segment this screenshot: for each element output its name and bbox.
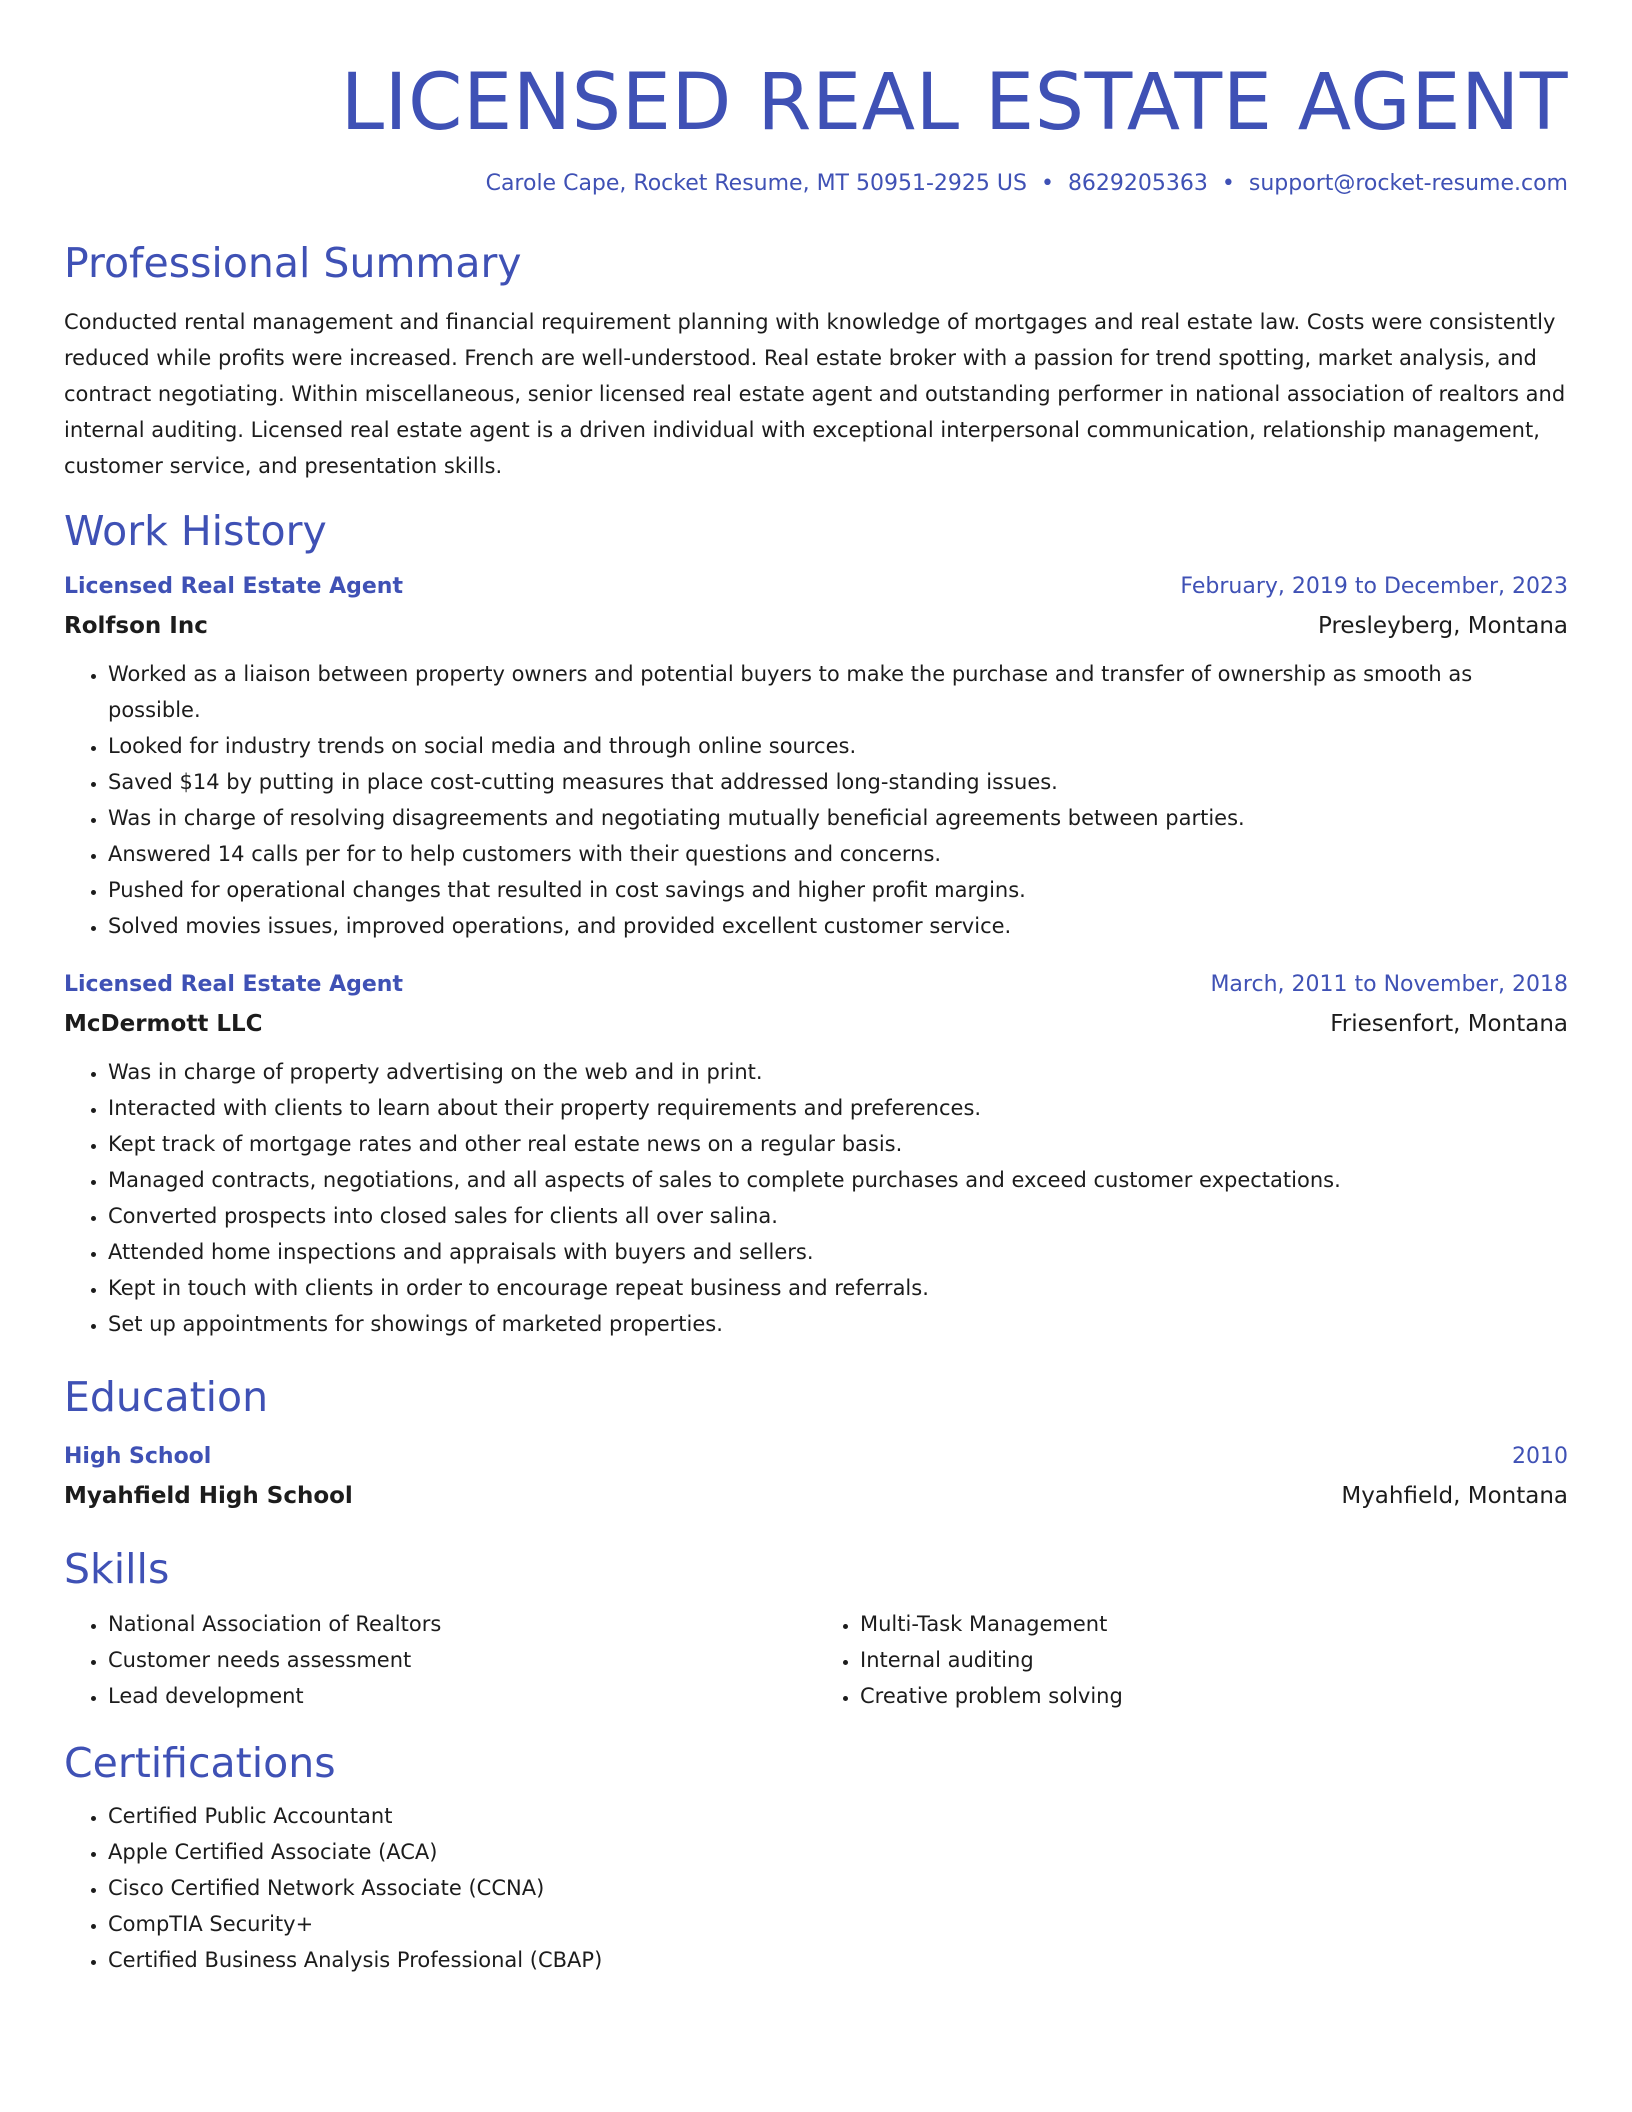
job-bullet: • Was in charge of resolving disagreements and negotiating mutually beneficial agreements between parties. [108, 800, 1568, 836]
job-bullet-list [64, 1054, 1568, 1342]
job-dates: February, 2019 to December, 2023 [1180, 574, 1568, 599]
skills-heading: Skills [64, 1545, 170, 1593]
work-history-section [64, 506, 1568, 1342]
contact-line [64, 168, 1568, 200]
job-entry [64, 966, 1568, 1342]
job-title: Licensed Real Estate Agent [64, 972, 403, 997]
job-bullet: • Converted prospects into closed sales for clients all over salina. [108, 1198, 1568, 1234]
summary-heading: Professional Summary [64, 239, 522, 287]
resume-title: LICENSED REAL ESTATE AGENT [340, 58, 1568, 148]
job-bullet: • Saved $14 by putting in place cost-cutting measures that addressed long-standing issues. [108, 764, 1568, 800]
education-school-row [64, 1476, 1568, 1516]
job-dates: March, 2011 to November, 2018 [1210, 972, 1568, 997]
education-school: Myahfield High School [64, 1483, 353, 1509]
contact-phone: 8629205363 [1067, 171, 1208, 196]
job-location: Friesenfort, Montana [1330, 1011, 1568, 1037]
job-location: Presleyberg, Montana [1317, 613, 1568, 639]
job-company-row [64, 606, 1568, 646]
work-history-heading: Work History [64, 507, 327, 555]
professional-summary-section [64, 238, 1568, 484]
job-bullet: • Set up appointments for showings of marketed properties. [108, 1306, 1568, 1342]
skill-item: • Multi-Task Management [860, 1606, 1568, 1642]
education-header-row [64, 1438, 1568, 1476]
skills-grid [64, 1606, 1568, 1714]
contact-email: support@rocket-resume.com [1248, 171, 1568, 196]
education-entry [64, 1438, 1568, 1516]
skills-list-right [816, 1606, 1568, 1714]
job-bullet: • Looked for industry trends on social media and through online sources. [108, 728, 1568, 764]
skills-list-left [64, 1606, 816, 1714]
job-entry [64, 568, 1568, 944]
education-year: 2010 [1512, 1444, 1568, 1469]
job-bullet: • Kept in touch with clients in order to encourage repeat business and referrals. [108, 1270, 1568, 1306]
job-header-row [64, 568, 1568, 606]
job-bullet: • Pushed for operational changes that resulted in cost savings and higher profit margins. [108, 872, 1568, 908]
job-bullet: • Worked as a liaison between property owners and potential buyers to make the purchase and transfer of ownership as smooth as possible. [108, 656, 1568, 728]
job-bullet: • Was in charge of property advertising on the web and in print. [108, 1054, 1568, 1090]
certification-item: • Apple Certified Associate (ACA) [108, 1834, 1568, 1870]
education-location: Myahfield, Montana [1341, 1483, 1568, 1509]
education-degree: High School [64, 1444, 212, 1469]
job-title: Licensed Real Estate Agent [64, 574, 403, 599]
job-bullet: • Solved movies issues, improved operations, and provided excellent customer service. [108, 908, 1568, 944]
job-bullet: • Kept track of mortgage rates and other real estate news on a regular basis. [108, 1126, 1568, 1162]
education-heading: Education [64, 1373, 269, 1421]
job-bullet-list [64, 656, 1568, 944]
certification-item: • CompTIA Security+ [108, 1906, 1568, 1942]
skill-item: • Internal auditing [860, 1642, 1568, 1678]
certification-item: • Cisco Certified Network Associate (CCNA) [108, 1870, 1568, 1906]
certifications-heading: Certifications [64, 1739, 336, 1787]
certifications-list [64, 1798, 1568, 1978]
contact-separator: • [1040, 171, 1054, 196]
contact-separator: • [1221, 171, 1235, 196]
job-company: Rolfson Inc [64, 613, 208, 639]
skill-item: • Customer needs assessment [108, 1642, 816, 1678]
job-company: McDermott LLC [64, 1011, 263, 1037]
skill-item: • Creative problem solving [860, 1678, 1568, 1714]
summary-text: Conducted rental management and financial requirement planning with knowledge of mortgages and real estate law. Costs were consistently reduced while profits were increased. French are well-understood. Real estate broker with a passion for trend spotting, market analysis, and contract negotiating. Within miscellaneous, senior licensed real estate agent and outstanding performer in national association of realtors and internal auditing. Licensed real estate agent is a driven individual with exceptional interpersonal communication, relationship management, customer service, and presentation skills. [64, 310, 1566, 478]
certification-item: • Certified Business Analysis Professional (CBAP) [108, 1942, 1568, 1978]
job-bullet: • Answered 14 calls per for to help customers with their questions and concerns. [108, 836, 1568, 872]
job-bullet: • Interacted with clients to learn about their property requirements and preferences. [108, 1090, 1568, 1126]
skill-item: • Lead development [108, 1678, 816, 1714]
certification-item: • Certified Public Accountant [108, 1798, 1568, 1834]
job-company-row [64, 1004, 1568, 1044]
education-section [64, 1372, 1568, 1516]
job-header-row [64, 966, 1568, 1004]
skill-item: • National Association of Realtors [108, 1606, 816, 1642]
job-bullet: • Attended home inspections and appraisals with buyers and sellers. [108, 1234, 1568, 1270]
skills-section [64, 1544, 1568, 1714]
certifications-section [64, 1738, 1568, 1978]
contact-address: Carole Cape, Rocket Resume, MT 50951-2925 US [485, 171, 1027, 196]
job-bullet: • Managed contracts, negotiations, and all aspects of sales to complete purchases and exceed customer expectations. [108, 1162, 1568, 1198]
